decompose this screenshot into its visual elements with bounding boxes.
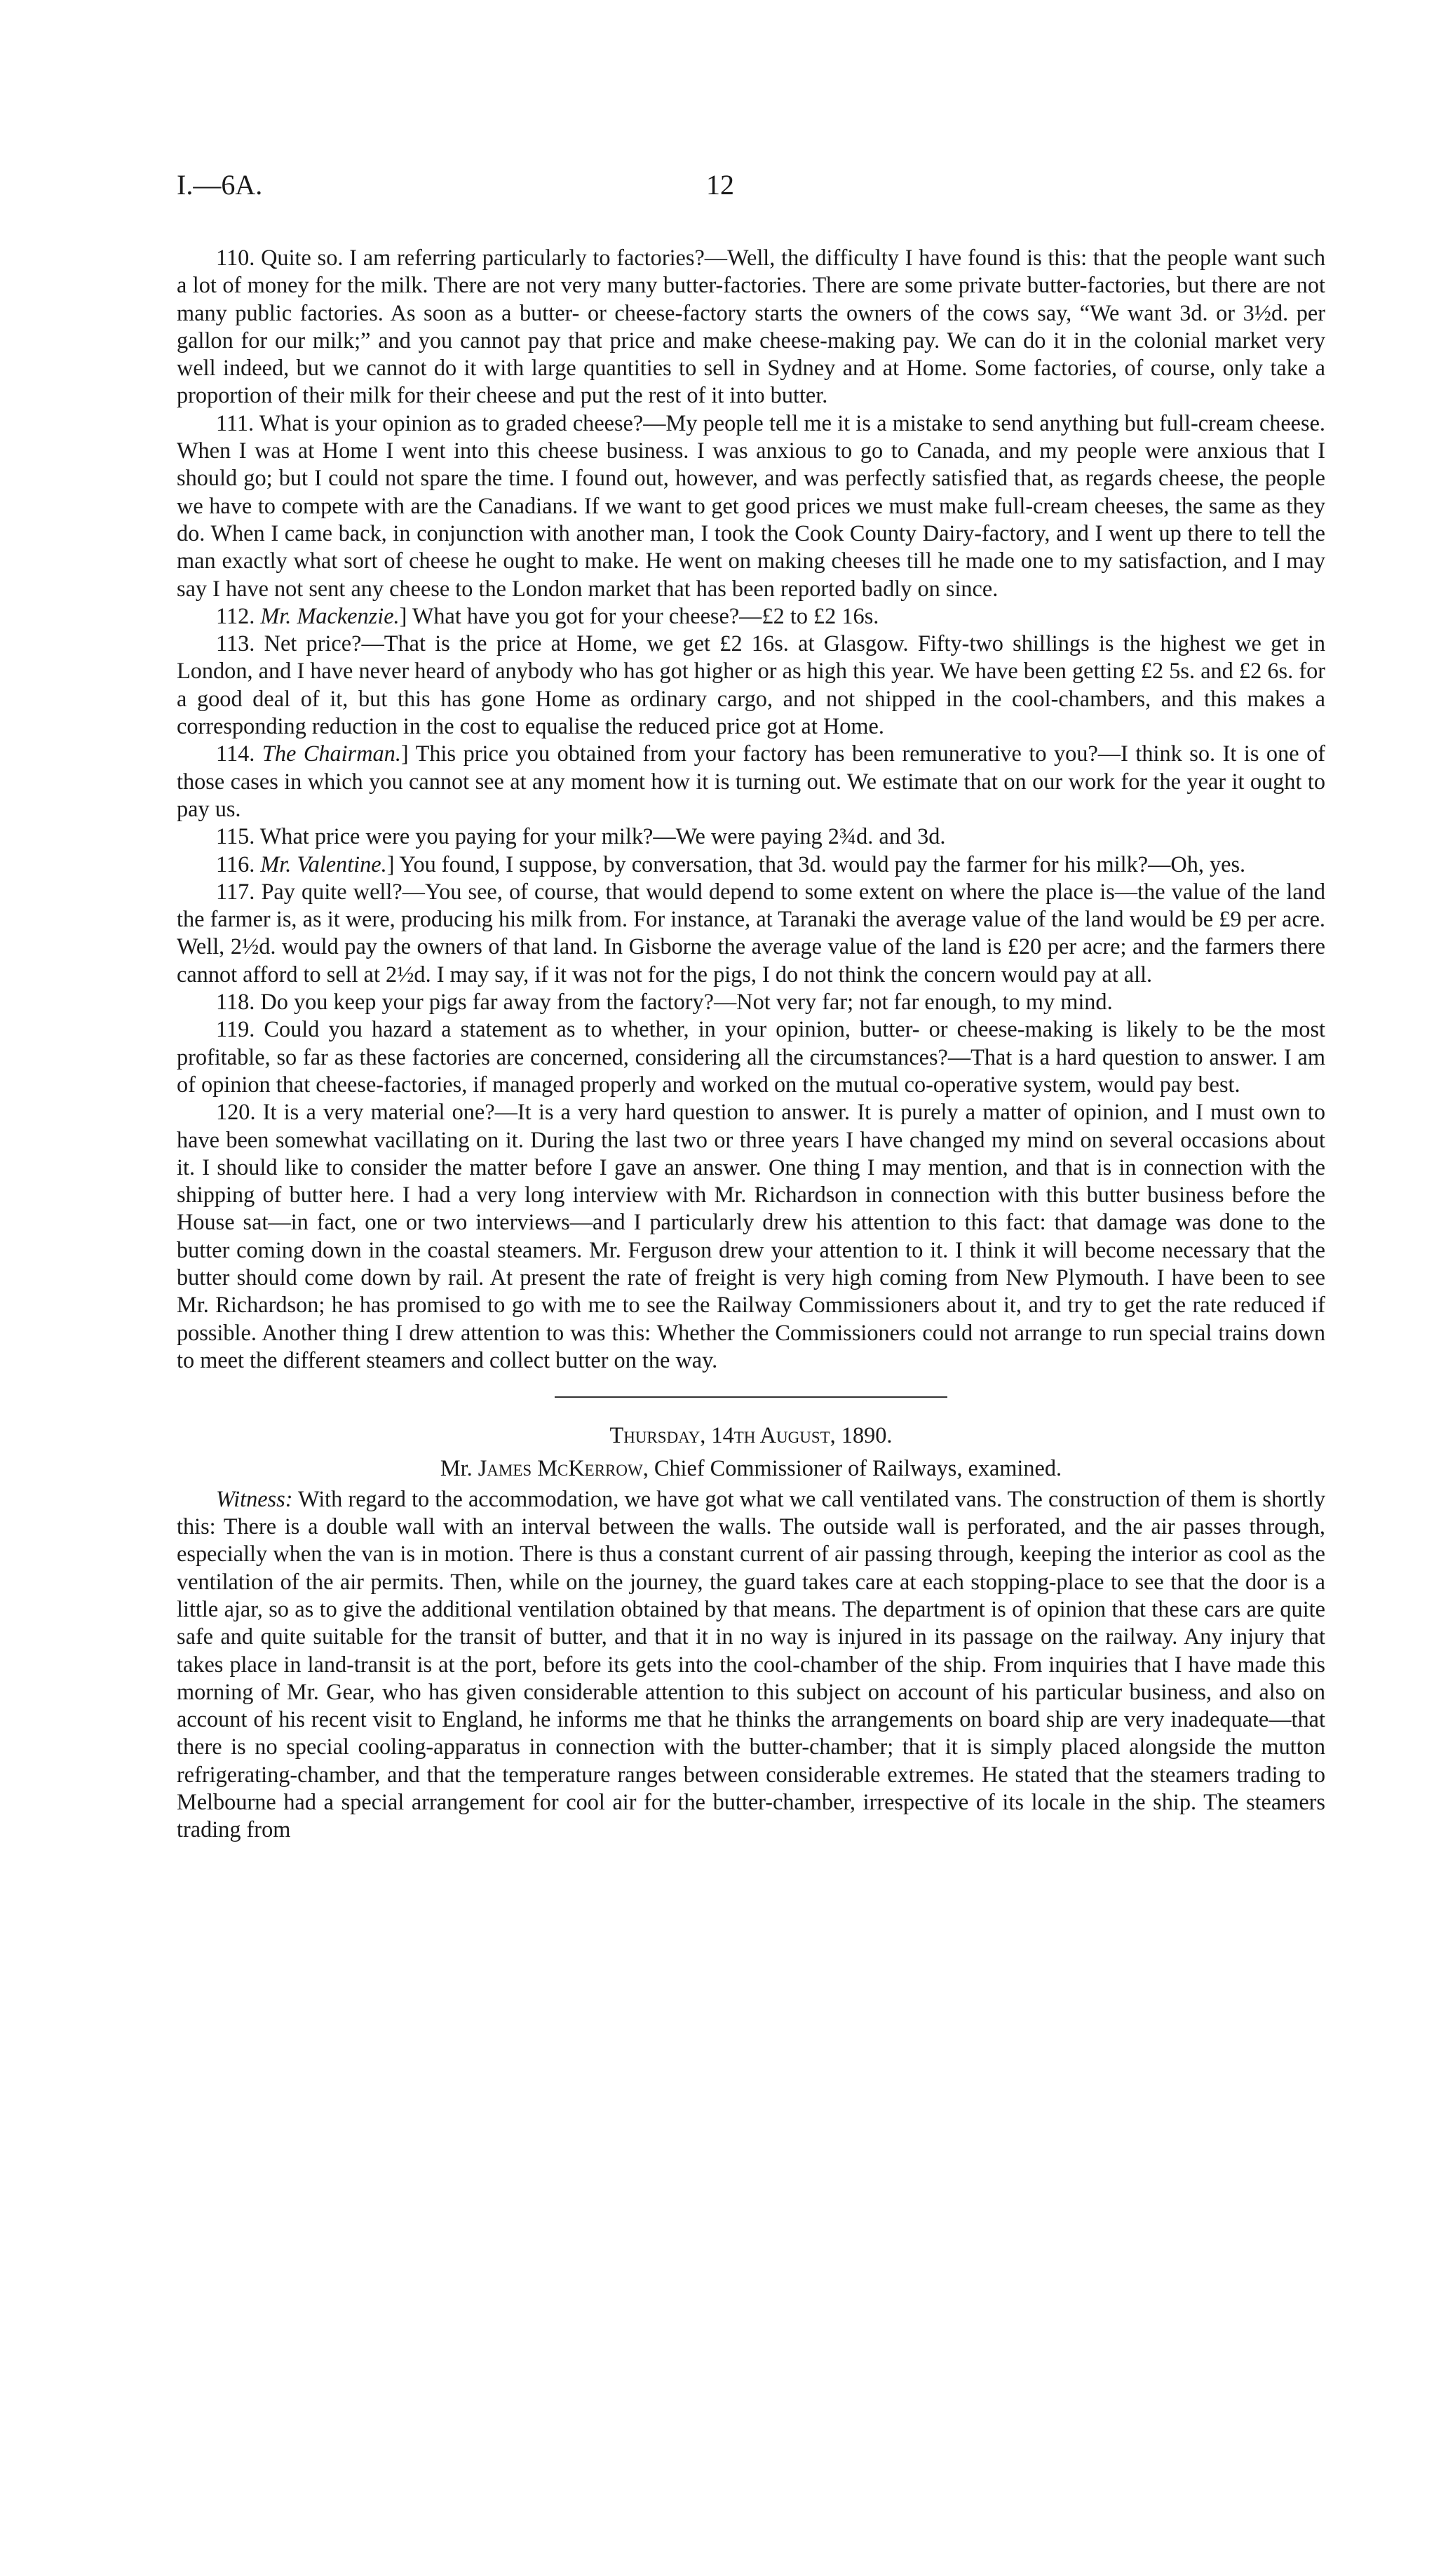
paragraph-text: ] This price you obtained from your factory has been remunerative to you?—I think so. It is one of those cases in which you cannot see at any moment how it is turning out. We estimate that on our work for the year it ought to pay us. xyxy=(177,741,1325,821)
witness-role: , Chief Commissioner of Railways, examined. xyxy=(642,1455,1062,1481)
document-body xyxy=(177,244,1325,1844)
witness-name: James McKerrow xyxy=(478,1455,643,1481)
document-reference: I.—6A. xyxy=(177,169,263,201)
page-header xyxy=(177,168,1327,217)
paragraph-116 xyxy=(177,851,1325,878)
page-number: 12 xyxy=(706,169,734,201)
witness-title: Mr. xyxy=(440,1455,478,1481)
paragraph-113: 113. Net price?—That is the price at Home, we get £2 16s. at Glasgow. Fifty-two shillings is the highest we get in London, and I have never heard of anybody who has got higher or as high this year. We have been getting £2 5s. and £2 6s. for a good deal of it, but this has gone Home as ordinary cargo, and not shipped in the cool-chambers, and this makes a corresponding reduction in the cost to equalise the reduced price got at Home. xyxy=(177,630,1325,739)
paragraph-115: 115. What price were you paying for your milk?—We were paying 2¾d. and 3d. xyxy=(216,823,946,849)
witness-label: Witness: xyxy=(216,1485,293,1511)
paragraph-text: ] You found, I suppose, by conversation, that 3d. would pay the farmer for his milk?—Oh, yes. xyxy=(386,851,1246,877)
paragraph-number: 114. xyxy=(216,741,262,767)
paragraph-number: 116. xyxy=(216,851,261,877)
witness-statement xyxy=(177,1485,1325,1844)
paragraph-112 xyxy=(177,602,1325,630)
paragraph-111: 111. What is your opinion as to graded cheese?—My people tell me it is a mistake to send anything but full-cream cheese. When I was at Home I went into this cheese business. I was anxious to go to Canada, and my people were anxious that I should go; but I could not spare the time. I found out, however, and was perfectly satisfied that, as regards cheese, the people we have to compete with are the Canadians. If we want to get good prices we must make full-cream cheeses, the same as they do. When I came back, in conjunction with another man, I took the Cook County Dairy-factory, and I went up there to tell the man exactly what sort of cheese he ought to make. He went on making cheeses till he made one to my satisfaction, and I may say I have not sent any cheese to the London market that has been reported badly on since. xyxy=(177,410,1325,601)
paragraph-117: 117. Pay quite well?—You see, of course, that would depend to some extent on where the place is—the value of the land the farmer is, as it were, producing his milk from. For instance, at Taranaki the average value of the land would be £9 per acre. Well, 2½d. would pay the owners of that land. In Gisborne the average value of the land is £20 per acre; and the farmers there cannot afford to sell at 2½d. I may say, if it was not for the pigs, I do not think the concern would pay at all. xyxy=(177,878,1325,987)
paragraph-number: 112. xyxy=(216,602,261,628)
paragraph-text: ] What have you got for your cheese?—£2 to £2 16s. xyxy=(399,602,879,628)
speaker-name: Mr. Mackenzie. xyxy=(260,602,400,628)
witness-heading xyxy=(177,1455,1325,1482)
paragraph-120: 120. It is a very material one?—It is a very hard question to answer. It is purely a matter of opinion, and I must own to have been somewhat vacillating on it. During the last two or three years I have changed my mind on several occasions about it. I should like to consider the matter before I gave an answer. One thing I may mention, and that is in connection with the shipping of butter here. I had a very long interview with Mr. Richardson in connection with this butter business before the House sat—in fact, one or two interviews—and I particularly drew his attention to this fact: that damage was done to the butter coming down in the coastal steamers. Mr. Ferguson drew your attention to it. I think it will become necessary that the butter should come down by rail. At present the rate of freight is very high coming from New Plymouth. I have been to see Mr. Richardson; he has promised to go with me to see the Railway Commissioners about it, and try to get the rate reduced if possible. Another thing I drew attention to was this: Whether the Commissioners could not arrange to run special trains down to meet the different steamers and collect butter on the way. xyxy=(177,1099,1325,1373)
witness-statement-text: With regard to the accommodation, we have got what we call ventilated vans. The construction of them is shortly this: There is a double wall with an interval between the walls. The outside wall is perforated, and the air passes through, especially when the van is in motion. There is thus a constant current of air passing through, keeping the interior as cool as the ventilation of the air permits. Then, while on the journey, the guard takes care at each stopping-place to see that the door is a little ajar, so as to give the additional ventilation obtained by that means. The department is of opinion that these cars are quite safe and quite suitable for the transit of butter, and that it in no way is injured in its passage on the railway. Any injury that takes place in land-transit is at the port, before its gets into the cool-chamber of the ship. From inquiries that I have made this morning of Mr. Gear, who has given considerable attention to this subject on account of his particular business, and also on account of his recent visit to England, he informs me that he thinks the arrangements on board ship are very inadequate—that there is no special cooling-apparatus in connection with the butter-chamber; that it is simply placed alongside the mutton refrigerating-chamber, and that the temperature ranges between considerable extremes. He stated that the steamers trading to Melbourne had a special arrangement for cool air for the butter-chamber, irrespective of its locale in the ship. The steamers trading from xyxy=(177,1485,1325,1842)
paragraph-114 xyxy=(177,740,1325,823)
paragraph-118: 118. Do you keep your pigs far away from the factory?—Not very far; not far enough, to my mind. xyxy=(216,989,1113,1015)
speaker-name: The Chairman. xyxy=(262,741,401,767)
session-date: Thursday, 14th August, 1890. xyxy=(609,1422,893,1448)
speaker-name: Mr. Valentine. xyxy=(260,851,387,877)
paragraph-119: 119. Could you hazard a statement as to whether, in your opinion, butter- or cheese-making is likely to be the most profitable, so far as these factories are concerned, considering all the circumstances?—That is a hard question to answer. I am of opinion that cheese-factories, if managed properly and worked on the mutual co-operative system, would pay best. xyxy=(177,1016,1325,1097)
paragraph-110: 110. Quite so. I am referring particularly to factories?—Well, the difficulty I have found is this: that the people want such a lot of money for the milk. There are not very many butter-factories. There are some private butter-factories, but there are not many public factories. As soon as a butter- or cheese-factory starts the owners of the cows say, “We want 3d. or 3½d. per gallon for our milk;” and you cannot pay that price and make cheese-making pay. We can do it in the colonial market very well indeed, but we cannot do it with large quantities to sell in Sydney and at Home. Some factories, of course, only take a proportion of their milk for their cheese and put the rest of it into butter. xyxy=(177,245,1325,408)
section-divider xyxy=(555,1396,947,1398)
